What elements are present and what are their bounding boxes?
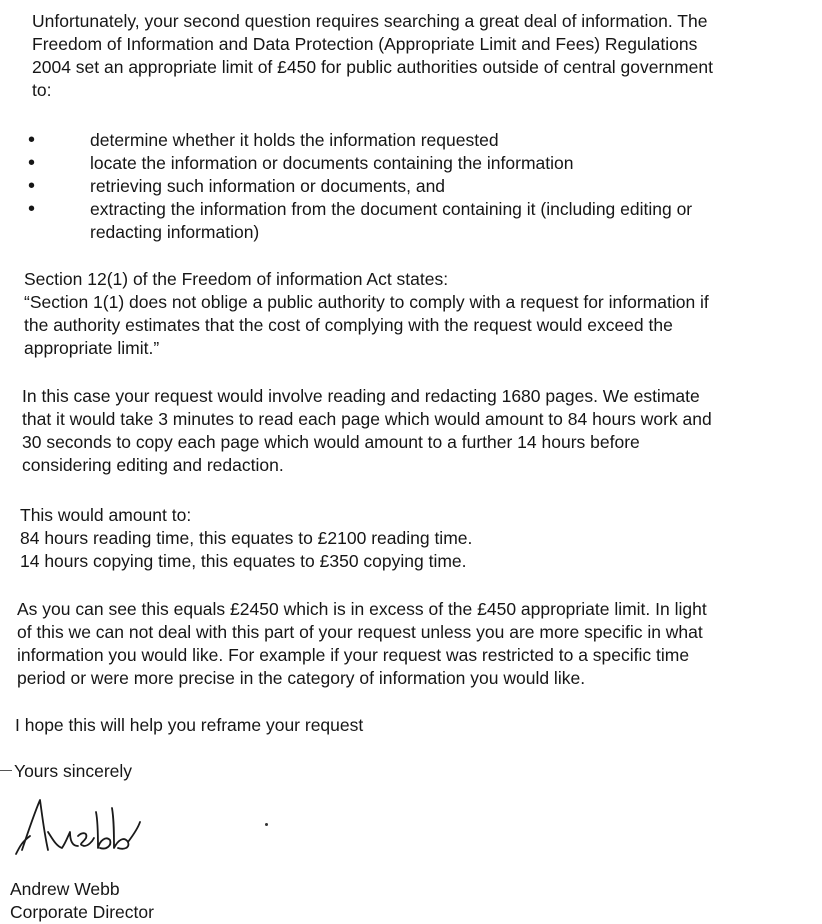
section-12-paragraph <box>24 268 814 360</box>
bullet-icon: • <box>28 175 36 197</box>
list-item-text: determine whether it holds the information requested <box>90 130 499 150</box>
section-line: appropriate limit.” <box>24 338 160 358</box>
list-item-text: extracting the information from the document containing it (including editing or <box>90 199 693 219</box>
scan-mark <box>0 770 12 771</box>
scan-speck <box>265 823 268 826</box>
estimate-line: that it would take 3 minutes to read each page which would amount to 84 hours work and <box>22 409 712 429</box>
section-line: the authority estimates that the cost of complying with the request would exceed the <box>24 315 673 335</box>
amount-paragraph <box>20 504 810 573</box>
closing-remark: I hope this will help you reframe your request <box>15 715 364 735</box>
excess-paragraph <box>17 598 822 690</box>
excess-line: of this we can not deal with this part of your request unless you are more specific in what <box>17 622 703 642</box>
handwritten-signature <box>8 792 168 862</box>
intro-line: Freedom of Information and Data Protection (Appropriate Limit and Fees) Regulations <box>32 34 698 54</box>
bullet-icon: • <box>28 129 36 151</box>
excess-line: As you can see this equals £2450 which is in excess of the £450 appropriate limit. In light <box>17 599 707 619</box>
estimate-line: considering editing and redaction. <box>22 455 284 475</box>
signatory-title: Corporate Director <box>10 902 154 922</box>
signatory-block <box>10 878 800 924</box>
estimate-line: 30 seconds to copy each page which would amount to a further 14 hours before <box>22 432 640 452</box>
amount-line: This would amount to: <box>20 505 192 525</box>
intro-line: to: <box>32 80 52 100</box>
intro-line: Unfortunately, your second question requires searching a great deal of information. The <box>32 11 708 31</box>
list-item-text: retrieving such information or documents, and <box>90 176 446 196</box>
cost-activities-list <box>28 129 818 244</box>
amount-line: 84 hours reading time, this equates to £2100 reading time. <box>20 528 473 548</box>
list-item <box>28 129 818 152</box>
excess-line: period or were more precise in the category of information you would like. <box>17 668 586 688</box>
list-item <box>28 175 818 198</box>
list-item-text: redacting information) <box>90 222 260 242</box>
estimate-paragraph <box>22 385 812 477</box>
list-item <box>28 198 818 244</box>
list-item-text: locate the information or documents containing the information <box>90 153 574 173</box>
intro-line: 2004 set an appropriate limit of £450 for public authorities outside of central government <box>32 57 713 77</box>
estimate-line: In this case your request would involve reading and redacting 1680 pages. We estimate <box>22 386 700 406</box>
section-line: Section 12(1) of the Freedom of information Act states: <box>24 269 449 289</box>
amount-line: 14 hours copying time, this equates to £350 copying time. <box>20 551 467 571</box>
bullet-icon: • <box>28 198 36 220</box>
bullet-icon: • <box>28 152 36 174</box>
excess-line: information you would like. For example if your request was restricted to a specific time <box>17 645 690 665</box>
signatory-name: Andrew Webb <box>10 879 120 899</box>
list-item <box>28 152 818 175</box>
valediction: Yours sincerely <box>14 761 133 781</box>
section-line: “Section 1(1) does not oblige a public authority to comply with a request for information if <box>24 292 709 312</box>
intro-paragraph <box>32 10 820 102</box>
